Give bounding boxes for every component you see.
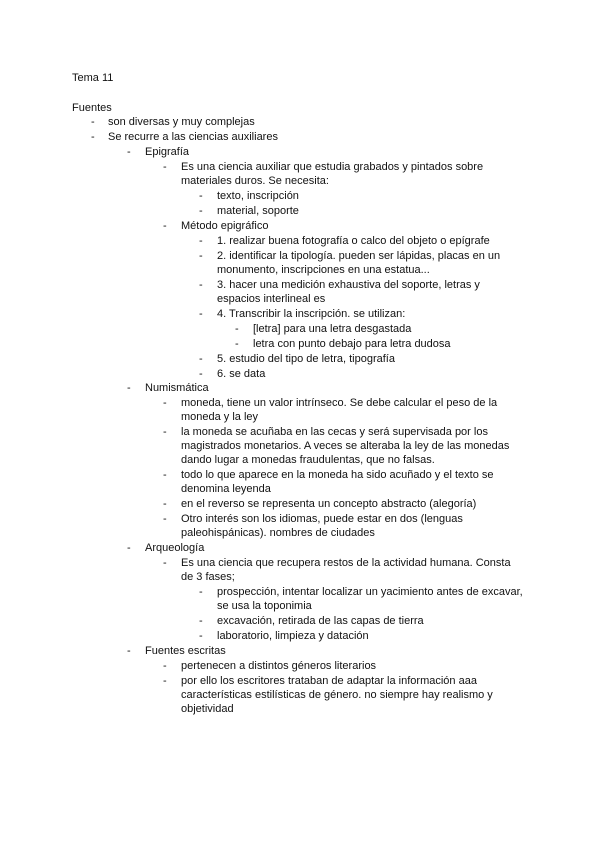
list-item: texto, inscripción [217, 190, 299, 202]
list-item: 3. hacer una medición exhaustiva del soporte, letras y [217, 279, 480, 291]
list-item: Es una ciencia auxiliar que estudia grabados y pintados sobre [181, 161, 484, 173]
bullet-dash: - [199, 250, 203, 262]
list-item: excavación, retirada de las capas de tierra [217, 615, 424, 627]
bullet-dash: - [199, 586, 203, 598]
bullet-dash: - [127, 645, 131, 657]
bullet-dash: - [199, 368, 203, 380]
list-item-continuation: materiales duros. Se necesita: [181, 175, 329, 187]
list-item: todo lo que aparece en la moneda ha sido acuñado y el texto se [181, 469, 494, 481]
bullet-dash: - [163, 513, 167, 525]
list-item: 2. identificar la tipología. pueden ser lápidas, placas en un [217, 250, 501, 262]
bullet-dash: - [235, 323, 239, 335]
list-item-continuation: de 3 fases; [181, 571, 235, 583]
list-item: en el reverso se representa un concepto abstracto (alegoría) [181, 498, 477, 510]
list-item-continuation: dando lugar a monedas fraudulentas, que no falsas. [181, 454, 435, 466]
list-item: prospección, intentar localizar un yacimiento antes de excavar, [217, 586, 523, 598]
list-item-continuation: moneda y la ley [181, 411, 259, 423]
list-item-continuation: se usa la toponimia [217, 600, 312, 612]
list-item-continuation: magistrados monetarios. A veces se alteraba la ley de las monedas [181, 440, 510, 452]
bullet-dash: - [163, 220, 167, 232]
list-item-continuation: monumento, inscripciones en una estatua... [217, 264, 430, 276]
bullet-dash: - [199, 353, 203, 365]
bullet-dash: - [163, 675, 167, 687]
subsection-heading: Arqueología [145, 542, 205, 554]
list-item: Otro interés son los idiomas, puede estar en dos (lenguas [181, 513, 463, 525]
bullet-dash: - [199, 279, 203, 291]
list-item: son diversas y muy complejas [108, 116, 255, 128]
bullet-dash: - [163, 397, 167, 409]
list-item: la moneda se acuñaba en las cecas y será supervisada por los [181, 426, 488, 438]
list-item: material, soporte [217, 205, 299, 217]
bullet-dash: - [199, 615, 203, 627]
list-item: Se recurre a las ciencias auxiliares [108, 131, 278, 143]
bullet-dash: - [199, 205, 203, 217]
bullet-dash: - [163, 161, 167, 173]
list-item: 6. se data [217, 368, 266, 380]
subsection-heading: Numismática [145, 382, 209, 394]
bullet-dash: - [163, 498, 167, 510]
bullet-dash: - [199, 308, 203, 320]
list-item-continuation: denomina leyenda [181, 483, 271, 495]
subsection-heading: Epigrafía [145, 146, 190, 158]
list-item: Es una ciencia que recupera restos de la actividad humana. Consta [181, 557, 511, 569]
document-title: Tema 11 [72, 72, 114, 84]
bullet-dash: - [163, 469, 167, 481]
subsection-heading: Fuentes escritas [145, 645, 226, 657]
section-heading: Fuentes [72, 102, 112, 114]
list-item-continuation: espacios interlineal es [217, 293, 326, 305]
list-item-continuation: objetividad [181, 703, 234, 715]
bullet-dash: - [127, 542, 131, 554]
bullet-dash: - [163, 557, 167, 569]
list-item: 4. Transcribir la inscripción. se utilizan: [217, 308, 406, 320]
bullet-dash: - [199, 630, 203, 642]
list-item: pertenecen a distintos géneros literarios [181, 660, 377, 672]
bullet-dash: - [199, 235, 203, 247]
list-item: [letra] para una letra desgastada [253, 323, 412, 335]
bullet-dash: - [163, 660, 167, 672]
bullet-dash: - [199, 190, 203, 202]
bullet-dash: - [127, 146, 131, 158]
bullet-dash: - [163, 426, 167, 438]
list-item: por ello los escritores trataban de adaptar la información aaa [181, 675, 477, 687]
list-item: 1. realizar buena fotografía o calco del objeto o epígrafe [217, 235, 490, 247]
list-item: moneda, tiene un valor intrínseco. Se debe calcular el peso de la [181, 397, 498, 409]
bullet-dash: - [127, 382, 131, 394]
list-item: 5. estudio del tipo de letra, tipografía [217, 353, 395, 365]
bullet-dash: - [91, 116, 95, 128]
bullet-dash: - [91, 131, 95, 143]
bullet-dash: - [235, 338, 239, 350]
list-item-continuation: características estilísticas de género. no siempre hay realismo y [181, 689, 493, 701]
list-item: letra con punto debajo para letra dudosa [253, 338, 451, 350]
list-item-continuation: paleohispánicas). nombres de ciudades [181, 527, 375, 539]
list-item: laboratorio, limpieza y datación [217, 630, 369, 642]
list-item: Método epigráfico [181, 220, 269, 232]
